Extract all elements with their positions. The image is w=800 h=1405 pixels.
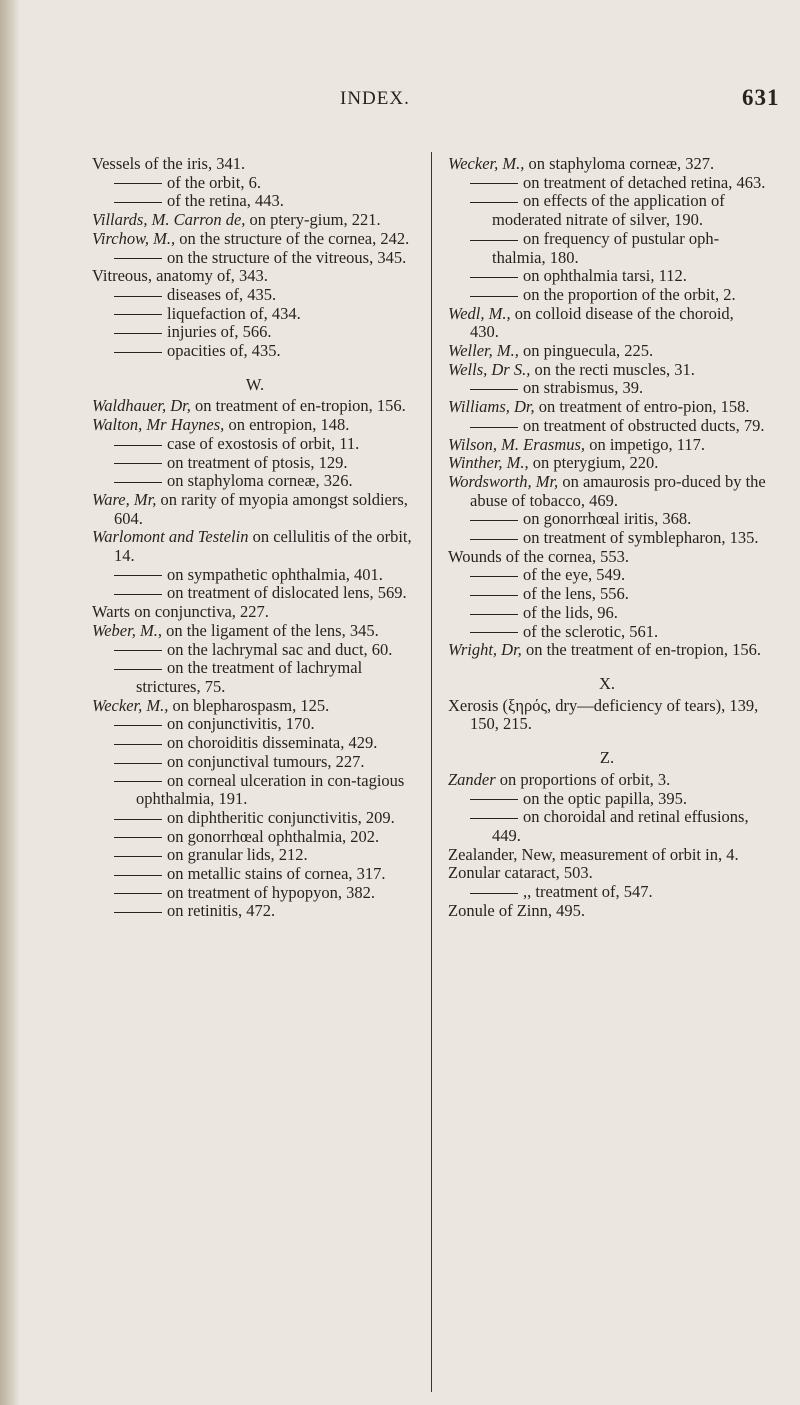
- index-subentry: [92, 772, 418, 809]
- index-subentry: [92, 809, 418, 828]
- entry-text: of the lids, 96.: [523, 602, 618, 622]
- ditto-dash: [470, 183, 518, 184]
- entry-author: Wilson, M. Erasmus,: [448, 434, 586, 454]
- entry-author: Williams, Dr,: [448, 397, 535, 417]
- entry-text: on frequency of pustular oph-thalmia, 180.: [492, 228, 720, 267]
- index-subentry: [92, 305, 418, 324]
- index-subentry: [448, 417, 766, 436]
- index-subentry: [92, 715, 418, 734]
- entry-text: on the treatment of en-tropion, 156.: [521, 640, 761, 660]
- index-subentry: [448, 286, 766, 305]
- entry-text: Zealander, New, measurement of orbit in, 4.: [448, 844, 739, 864]
- entry-text: on granular lids, 212.: [167, 845, 308, 865]
- entry-text: on ophthalmia tarsi, 112.: [523, 266, 687, 286]
- ditto-dash: [114, 333, 162, 334]
- index-subentry: [448, 883, 766, 902]
- index-subentry: [92, 249, 418, 268]
- ditto-dash: [470, 632, 518, 633]
- running-title: INDEX.: [340, 88, 410, 109]
- index-entry: [92, 491, 418, 528]
- ditto-dash: [470, 240, 518, 241]
- entry-text: on conjunctivitis, 170.: [167, 714, 315, 734]
- index-subentry: [92, 174, 418, 193]
- entry-text: on colloid disease of the choroid, 430.: [470, 303, 734, 342]
- entry-author: Wells, Dr S.,: [448, 359, 531, 379]
- entry-text: on pterygium, 220.: [528, 453, 659, 473]
- ditto-dash: [114, 912, 162, 913]
- index-entry: [448, 436, 766, 455]
- index-entry: [92, 397, 418, 416]
- index-subentry: [448, 604, 766, 623]
- ditto-dash: [470, 799, 518, 800]
- section-letter-z: Z.: [599, 748, 615, 768]
- ditto-dash: [470, 595, 518, 596]
- ditto-dash: [114, 725, 162, 726]
- index-subentry: [92, 192, 418, 211]
- index-subentry: [92, 828, 418, 847]
- ditto-dash: [470, 539, 518, 540]
- ditto-dash: [470, 818, 518, 819]
- entry-text: on diphtheritic conjunctivitis, 209.: [167, 807, 395, 827]
- left-index-column: [92, 155, 418, 921]
- index-entry: [92, 697, 418, 716]
- index-entry: [448, 846, 766, 865]
- ditto-dash: [470, 202, 518, 203]
- index-subentry: [448, 230, 766, 267]
- entry-text: of the retina, 443.: [167, 191, 284, 211]
- entry-text: case of exostosis of orbit, 11.: [167, 433, 360, 453]
- index-subentry: [448, 623, 766, 642]
- index-subentry: [92, 286, 418, 305]
- entry-text: on treatment of hypopyon, 382.: [167, 882, 376, 902]
- entry-author: Waldhauer, Dr,: [92, 396, 191, 416]
- entry-author: Walton, Mr Haynes,: [92, 415, 225, 435]
- entry-text: on treatment of entro-pion, 158.: [534, 397, 750, 417]
- entry-text: on the recti muscles, 31.: [530, 359, 695, 379]
- index-entry: [448, 771, 766, 790]
- entry-text: liquefaction of, 434.: [167, 303, 301, 323]
- entry-text: opacities of, 435.: [167, 341, 281, 361]
- index-subentry: [92, 659, 418, 696]
- entry-text: on treatment of ptosis, 129.: [167, 452, 348, 472]
- index-entry: [448, 902, 766, 921]
- ditto-dash: [114, 650, 162, 651]
- entry-text: Wounds of the cornea, 553.: [448, 546, 630, 566]
- entry-author: Wedl, M.,: [448, 303, 511, 323]
- entry-text: on the treatment of lachrymal strictures, 75.: [136, 658, 363, 696]
- index-subentry: [448, 566, 766, 585]
- ditto-dash: [470, 576, 518, 577]
- ditto-dash: [114, 463, 162, 464]
- entry-text: of the orbit, 6.: [167, 172, 261, 192]
- entry-text: on the proportion of the orbit, 2.: [523, 284, 736, 304]
- index-entry: [448, 342, 766, 361]
- entry-text: on treatment of obstructed ducts, 79.: [523, 415, 765, 435]
- ditto-dash: [470, 520, 518, 521]
- ditto-dash: [470, 296, 518, 297]
- ditto-dash: [114, 875, 162, 876]
- entry-text: on metallic stains of cornea, 317.: [167, 864, 386, 884]
- ditto-dash: [114, 763, 162, 764]
- index-entry: [448, 155, 766, 174]
- index-subentry: [448, 808, 766, 845]
- entry-text: on ptery-gium, 221.: [245, 210, 381, 230]
- entry-text: on treatment of dislocated lens, 569.: [167, 583, 407, 603]
- entry-author: Zander: [448, 769, 496, 789]
- ditto-dash: [114, 575, 162, 576]
- column-divider: [431, 152, 432, 1392]
- entry-author: Weber, M.,: [92, 620, 162, 640]
- entry-text: on choroiditis disseminata, 429.: [167, 733, 378, 753]
- entry-text: of the lens, 556.: [523, 584, 629, 604]
- entry-text: on effects of the application of moderated nitrate of silver, 190.: [492, 191, 725, 230]
- index-entry: [92, 267, 418, 286]
- index-subentry: [448, 529, 766, 548]
- index-entry: [448, 641, 766, 660]
- index-group-v: [92, 155, 418, 361]
- page-number: 631: [742, 85, 780, 110]
- entry-text: on treatment of symblepharon, 135.: [523, 528, 759, 548]
- entry-text: on gonorrhœal ophthalmia, 202.: [167, 826, 380, 846]
- index-entry: [92, 155, 418, 174]
- index-group-z: [448, 771, 766, 921]
- ditto-dash: [114, 445, 162, 446]
- ditto-dash: [114, 183, 162, 184]
- ditto-dash: [114, 296, 162, 297]
- entry-text: on impetigo, 117.: [585, 434, 705, 454]
- entry-text: diseases of, 435.: [167, 284, 277, 304]
- entry-text: on cellulitis of the orbit, 14.: [114, 527, 412, 566]
- ditto-dash: [114, 893, 162, 894]
- entry-text: on choroidal and retinal effusions, 449.: [492, 807, 749, 845]
- entry-author: Wecker, M.,: [92, 695, 169, 715]
- entry-text: ,, treatment of, 547.: [523, 882, 653, 902]
- index-subentry: [92, 435, 418, 454]
- ditto-dash: [114, 202, 162, 203]
- index-entry: [92, 622, 418, 641]
- entry-text: on amaurosis pro-duced by the abuse of tobacco, 469.: [470, 471, 766, 510]
- section-letter-w: W.: [245, 374, 265, 394]
- ditto-dash: [114, 258, 162, 259]
- ditto-dash: [114, 482, 162, 483]
- index-subentry: [92, 641, 418, 660]
- index-group-x: [448, 697, 766, 734]
- page-edge-shadow: [0, 0, 20, 1405]
- entry-text: on blepharospasm, 125.: [168, 695, 330, 715]
- entry-text: Vessels of the iris, 341.: [92, 154, 246, 173]
- entry-text: Vitreous, anatomy of, 343.: [92, 266, 268, 286]
- index-subentry: [92, 753, 418, 772]
- index-subentry: [92, 884, 418, 903]
- entry-text: Zonule of Zinn, 495.: [448, 900, 586, 920]
- entry-text: on gonorrhœal iritis, 368.: [523, 509, 692, 529]
- ditto-dash: [114, 744, 162, 745]
- entry-author: Ware, Mr,: [92, 489, 157, 509]
- index-entry: [92, 230, 418, 249]
- entry-text: on strabismus, 39.: [523, 378, 644, 398]
- entry-author: Warlomont and Testelin: [92, 527, 249, 547]
- entry-author: Wright, Dr,: [448, 640, 522, 660]
- entry-text: on the ligament of the lens, 345.: [161, 620, 379, 640]
- entry-text: injuries of, 566.: [167, 322, 272, 342]
- index-subentry: [448, 510, 766, 529]
- entry-author: Winther, M.,: [448, 453, 529, 473]
- entry-text: on treatment of en-tropion, 156.: [190, 396, 406, 416]
- index-subentry: [92, 566, 418, 585]
- index-subentry: [92, 584, 418, 603]
- right-index-column: [448, 155, 766, 920]
- entry-text: on pinguecula, 225.: [518, 341, 654, 361]
- ditto-dash: [114, 837, 162, 838]
- entry-author: Villards, M. Carron de,: [92, 210, 246, 230]
- ditto-dash: [470, 277, 518, 278]
- index-entry: [92, 416, 418, 435]
- index-subentry: [448, 790, 766, 809]
- ditto-dash: [114, 856, 162, 857]
- section-letter-x: X.: [598, 673, 616, 693]
- ditto-dash: [114, 352, 162, 353]
- index-subentry: [448, 192, 766, 229]
- entry-text: on retinitis, 472.: [167, 901, 276, 921]
- entry-text: on conjunctival tumours, 227.: [167, 751, 365, 771]
- ditto-dash: [470, 427, 518, 428]
- index-subentry: [92, 734, 418, 753]
- entry-text: on entropion, 148.: [224, 415, 350, 435]
- index-entry: [448, 864, 766, 883]
- index-subentry: [448, 585, 766, 604]
- entry-text: of the eye, 549.: [523, 565, 626, 585]
- index-entry: [448, 548, 766, 567]
- entry-text: Zonular cataract, 503.: [448, 863, 593, 883]
- index-subentry: [92, 323, 418, 342]
- index-entry: [448, 454, 766, 473]
- entry-text: of the sclerotic, 561.: [523, 621, 659, 641]
- index-entry: [448, 361, 766, 380]
- ditto-dash: [114, 594, 162, 595]
- index-subentry: [92, 846, 418, 865]
- entry-author: Wordsworth, Mr,: [448, 471, 559, 491]
- entry-author: Virchow, M.,: [92, 228, 176, 248]
- index-group-w-continued: [448, 155, 766, 660]
- index-subentry: [92, 472, 418, 491]
- index-subentry: [92, 342, 418, 361]
- index-subentry: [448, 379, 766, 398]
- index-subentry: [92, 454, 418, 473]
- entry-text: on the lachrymal sac and duct, 60.: [167, 639, 393, 659]
- ditto-dash: [470, 389, 518, 390]
- index-subentry: [448, 174, 766, 193]
- index-subentry: [92, 902, 418, 921]
- index-entry: [448, 398, 766, 417]
- ditto-dash: [114, 669, 162, 670]
- ditto-dash: [114, 781, 162, 782]
- entry-text: on staphyloma corneæ, 327.: [524, 154, 715, 173]
- index-entry: [92, 211, 418, 230]
- entry-text: Xerosis (ξηρός, dry—deficiency of tears), 139, 150, 215.: [448, 695, 759, 734]
- entry-text: on staphyloma corneæ, 326.: [167, 471, 353, 491]
- index-group-w: [92, 397, 418, 921]
- index-entry: [448, 697, 766, 734]
- index-entry: [92, 603, 418, 622]
- index-subentry: [92, 865, 418, 884]
- entry-text: on corneal ulceration in con-tagious ophthalmia, 191.: [136, 770, 405, 809]
- entry-author: Wecker, M.,: [448, 154, 525, 173]
- entry-text: on sympathetic ophthalmia, 401.: [167, 564, 383, 584]
- entry-author: Weller, M.,: [448, 341, 519, 361]
- index-entry: [448, 473, 766, 510]
- entry-text: on the structure of the vitreous, 345.: [167, 247, 407, 267]
- ditto-dash: [470, 893, 518, 894]
- entry-text: on treatment of detached retina, 463.: [523, 172, 766, 192]
- ditto-dash: [470, 614, 518, 615]
- ditto-dash: [114, 819, 162, 820]
- ditto-dash: [114, 314, 162, 315]
- entry-text: on the structure of the cornea, 242.: [175, 228, 410, 248]
- entry-text: Warts on conjunctiva, 227.: [92, 602, 269, 622]
- index-subentry: [448, 267, 766, 286]
- entry-text: on the optic papilla, 395.: [523, 788, 688, 808]
- index-entry: [92, 528, 418, 565]
- entry-text: on rarity of myopia amongst soldiers, 604.: [114, 489, 408, 528]
- entry-text: on proportions of orbit, 3.: [495, 769, 671, 789]
- index-entry: [448, 305, 766, 342]
- page-header: [0, 85, 800, 118]
